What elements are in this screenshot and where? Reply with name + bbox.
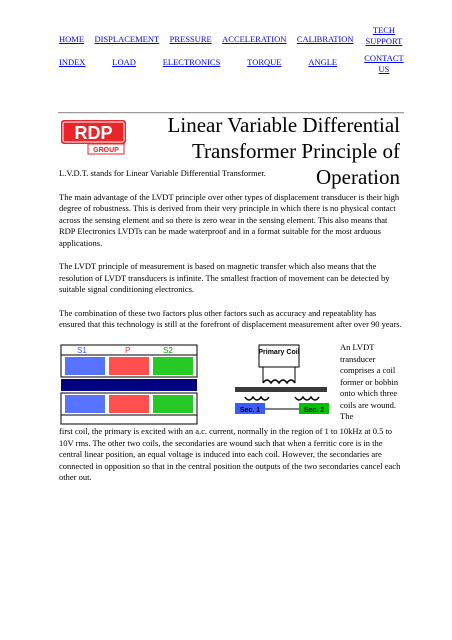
nav-link-index[interactable]: INDEX <box>59 57 86 67</box>
paragraph-4: The combination of these two factors plus other factors such as accuracy and repeatablity has ensured that this technology is still at the forefront of displacement measurement after over 90 years. <box>59 307 402 329</box>
nav-link-displacement[interactable]: DISPLACEMENT <box>94 34 160 44</box>
logo-subtext: GROUP <box>93 147 119 154</box>
coil-schematic <box>235 345 329 414</box>
figure-caption: An LVDT transducer comprises a coil former or bobbin onto which three coils are wound. The <box>340 342 399 421</box>
nav-link-acceleration[interactable]: ACCELERATION <box>222 34 287 44</box>
label-s1: S1 <box>77 346 87 355</box>
nav-link-contact-us[interactable]: CONTACT US <box>364 53 404 74</box>
nav-row-1 <box>59 25 404 53</box>
nav-row-2 <box>59 53 404 81</box>
paragraph-5: first coil, the primary is excited with an a.c. current, normally in the region of 1 to 10kHz at 0.5 to 10V rms. The other two coils, the secondaries are wound such that when a ferritic core is in the central linear position, an equal voltage is induced into each coil. However, the secondaries are connected in opposition so that in the central position the outputs of the two secondaries cancel each other out. <box>59 426 401 482</box>
paragraph-2: The main advantage of the LVDT principle over other types of displacement transducer is their high degree of robustness. This is derived from their very principle in which there is no physical contact across the sensing element and so there is zero wear in the sensing element. This also means that RDP Electronics LVDTs can be made waterproof and in a format suitable for the most arduous applications. <box>59 191 400 248</box>
top-navigation <box>59 25 404 81</box>
nav-link-home[interactable]: HOME <box>59 34 85 44</box>
label-p: P <box>125 346 131 355</box>
label-primary-coil: Primary Coil <box>258 349 300 356</box>
coil-cross-section <box>61 345 197 424</box>
nav-link-electronics[interactable]: ELECTRONICS <box>162 57 221 67</box>
label-sec1: Sec. 1 <box>239 407 261 414</box>
rdp-group-logo <box>60 119 127 155</box>
nav-link-tech-support[interactable]: TECH SUPPORT <box>365 25 403 46</box>
nav-link-torque[interactable]: TORQUE <box>247 57 282 67</box>
paragraph-1: L.V.D.T. stands for Linear Variable Differential Transformer. <box>59 168 266 178</box>
page-title: Linear Variable Differential Transformer Principle of Operation <box>167 113 400 189</box>
ferrite-core <box>61 379 197 391</box>
paragraph-3: The LVDT principle of measurement is based on magnetic transfer which also means that the resolution of LVDT transducers is infinite. The smallest fraction of movement can be detected by suitable signal conditioning electronics. <box>59 261 390 294</box>
schematic-core <box>235 387 327 392</box>
nav-link-load[interactable]: LOAD <box>112 57 136 67</box>
nav-link-calibration[interactable]: CALIBRATION <box>296 34 354 44</box>
lvdt-diagram <box>59 343 333 426</box>
logo-text: RDP <box>74 123 113 143</box>
nav-link-angle[interactable]: ANGLE <box>308 57 338 67</box>
label-sec2: Sec. 2 <box>303 407 325 414</box>
article-body <box>59 168 404 343</box>
label-s2: S2 <box>163 346 173 355</box>
nav-link-pressure[interactable]: PRESSURE <box>169 34 212 44</box>
